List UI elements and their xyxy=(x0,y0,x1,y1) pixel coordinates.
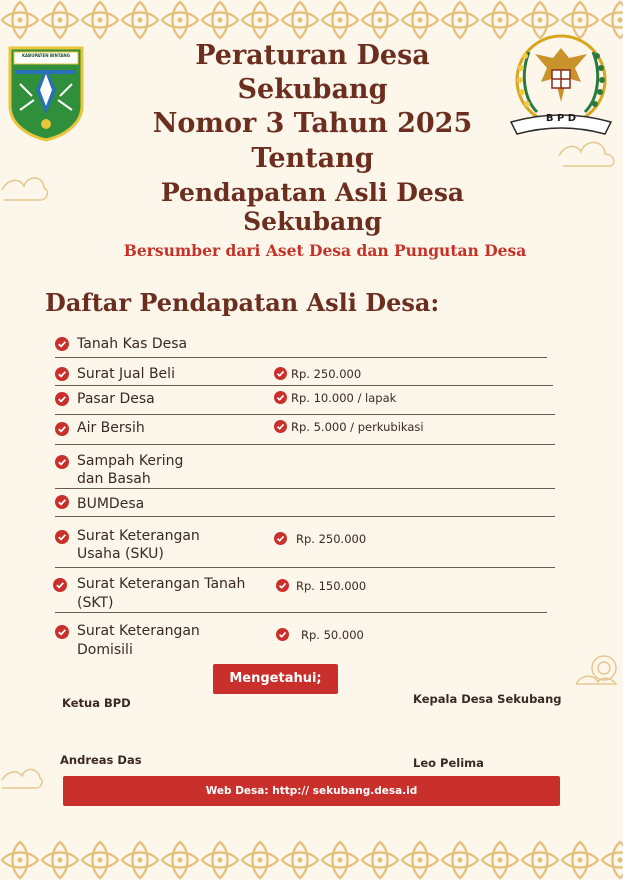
left-signatory-name: Andreas Das xyxy=(60,753,142,767)
check-circle-icon xyxy=(276,628,289,641)
title-line-4: Tentang xyxy=(251,143,374,174)
bpd-logo-banner: B P D xyxy=(545,113,577,124)
check-circle-icon xyxy=(55,455,69,469)
check-circle-icon xyxy=(55,495,69,509)
list-item-name-line2: (SKT) xyxy=(77,595,114,611)
check-circle-icon xyxy=(55,625,69,639)
list-item-name: Surat Keterangan xyxy=(77,528,200,544)
cloud-ornament-right-top xyxy=(555,130,621,170)
left-role: Ketua BPD xyxy=(62,696,131,710)
price-value: Rp. 250.000 xyxy=(291,367,362,381)
title-line-2: Sekubang xyxy=(237,74,388,105)
check-circle-icon xyxy=(274,367,287,380)
row-divider xyxy=(55,414,555,415)
check-circle-icon xyxy=(274,391,287,404)
list-item-name: Surat Jual Beli xyxy=(77,366,175,382)
title-line-6: Sekubang xyxy=(243,207,382,236)
cloud-ornament-right-bottom xyxy=(572,648,622,696)
district-logo-banner: KABUPATEN BINTANG xyxy=(21,53,71,58)
price-value: Rp. 10.000 / lapak xyxy=(291,391,397,405)
row-divider xyxy=(55,385,553,386)
list-heading: Daftar Pendapatan Asli Desa: xyxy=(45,288,440,317)
price-value: Rp. 150.000 xyxy=(296,579,367,593)
row-divider xyxy=(55,567,555,568)
website-link[interactable]: Web Desa: http:// sekubang.desa.id xyxy=(63,776,560,806)
list-item-name-line2: Domisili xyxy=(77,642,133,658)
list-item-name: Pasar Desa xyxy=(77,391,155,407)
price-value: Rp. 50.000 xyxy=(301,628,364,642)
mengetahui-button[interactable]: Mengetahui; xyxy=(213,664,338,694)
check-circle-icon xyxy=(274,420,287,433)
check-circle-icon xyxy=(274,532,287,545)
list-item-name-line2: Usaha (SKU) xyxy=(77,546,164,562)
check-circle-icon xyxy=(55,337,69,351)
list-item-name: Surat Keterangan xyxy=(77,623,200,639)
list-item-name: BUMDesa xyxy=(77,496,145,512)
right-role: Kepala Desa Sekubang xyxy=(413,692,562,706)
list-item-name-line2: dan Basah xyxy=(77,471,151,487)
cloud-ornament-left-bottom xyxy=(0,752,44,792)
price-value: Rp. 250.000 xyxy=(296,532,367,546)
check-circle-icon xyxy=(55,422,69,436)
title-line-3: Nomor 3 Tahun 2025 xyxy=(152,108,473,139)
row-divider xyxy=(55,488,555,489)
check-circle-icon xyxy=(55,367,69,381)
row-divider xyxy=(55,612,547,613)
title-line-1: Peraturan Desa xyxy=(195,40,430,71)
district-logo xyxy=(6,44,86,142)
row-divider xyxy=(55,357,547,358)
list-item-name: Sampah Kering xyxy=(77,453,184,469)
row-divider xyxy=(55,444,555,445)
list-item-name: Tanah Kas Desa xyxy=(77,336,188,352)
check-circle-icon xyxy=(55,530,69,544)
list-item-name: Air Bersih xyxy=(77,420,145,436)
list-item-name: Surat Keterangan Tanah xyxy=(77,576,246,592)
title-line-5: Pendapatan Asli Desa xyxy=(160,178,465,207)
subtitle: Bersumber dari Aset Desa dan Pungutan Desa xyxy=(123,241,527,260)
row-divider xyxy=(55,516,555,517)
cloud-ornament-left xyxy=(0,160,50,204)
check-circle-icon xyxy=(276,579,289,592)
bottom-pattern-border xyxy=(0,840,623,880)
check-circle-icon xyxy=(55,392,69,406)
check-circle-icon xyxy=(53,578,67,592)
right-signatory-name: Leo Pelima xyxy=(413,756,484,770)
price-value: Rp. 5.000 / perkubikasi xyxy=(291,420,424,434)
